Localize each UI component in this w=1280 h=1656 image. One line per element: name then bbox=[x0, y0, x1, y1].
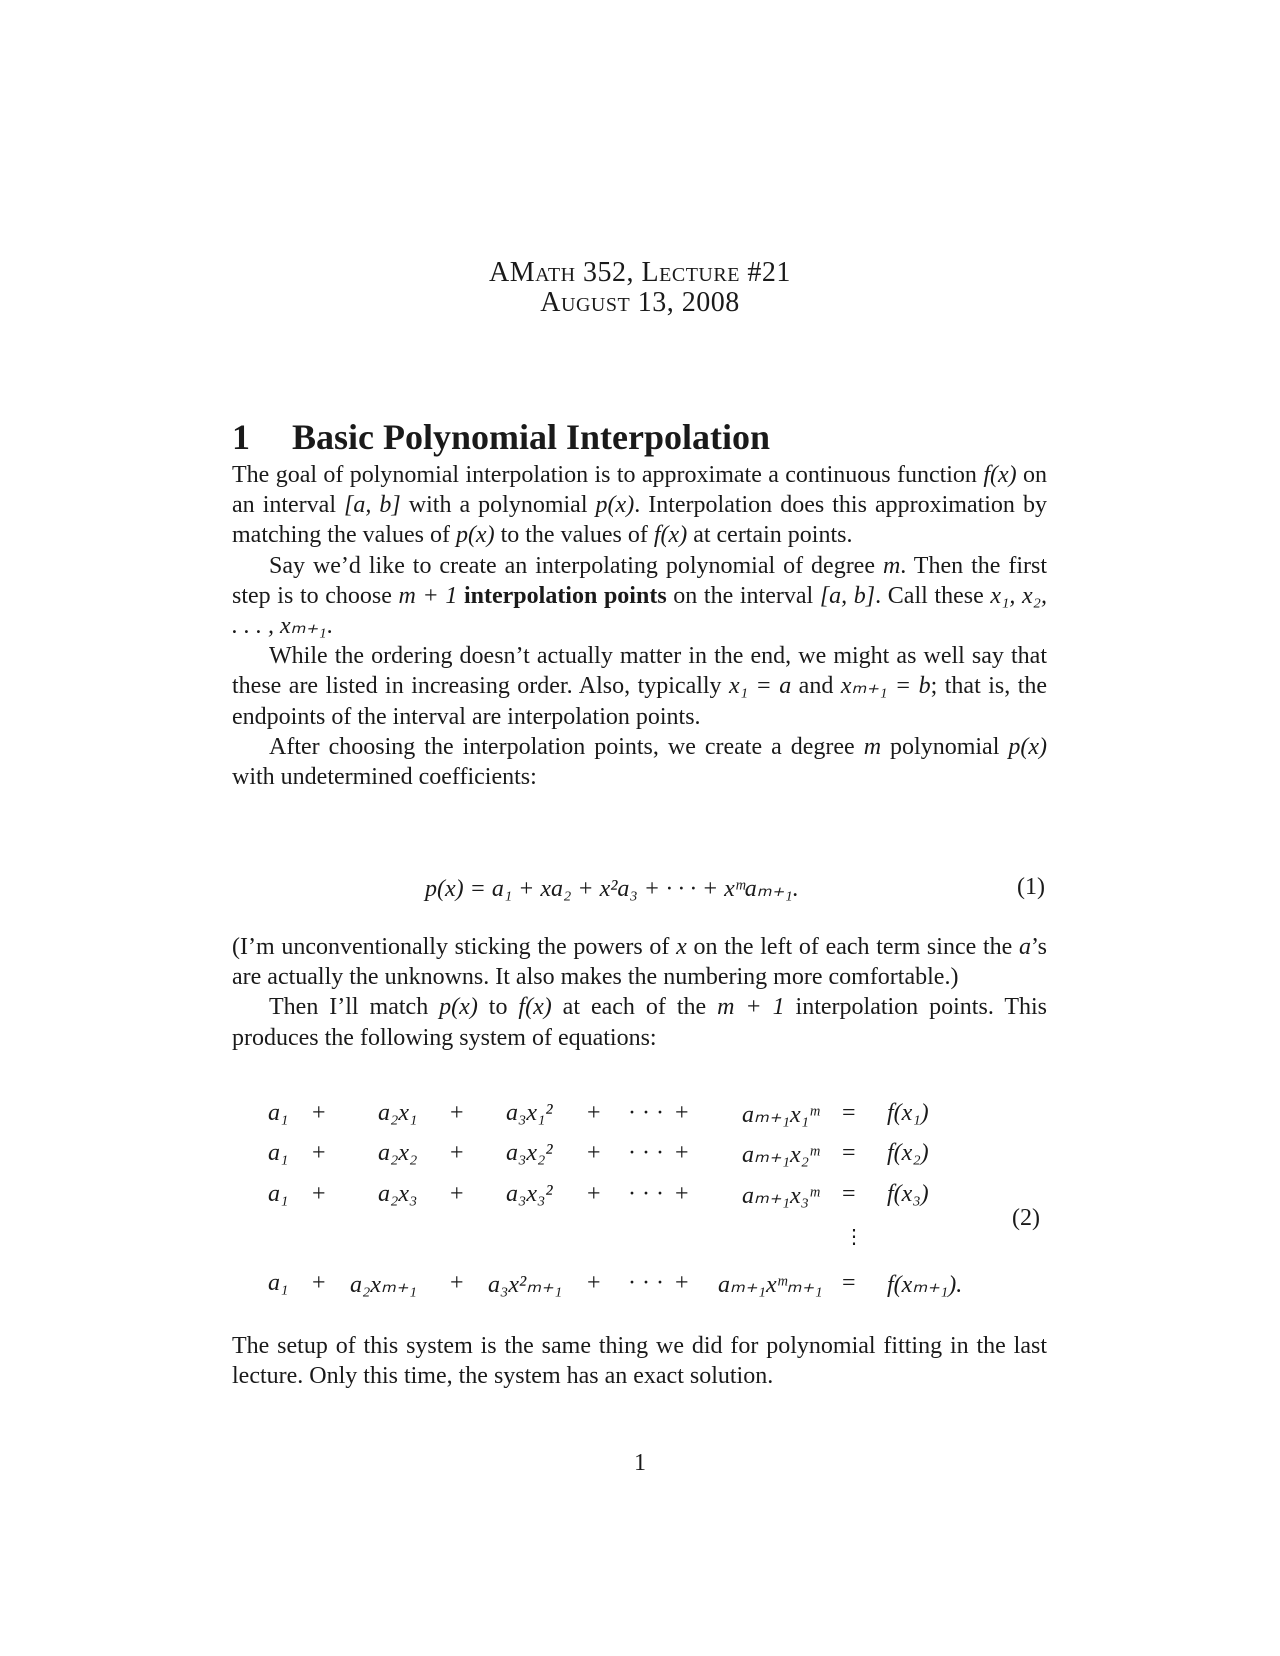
sys-r4-amx: aₘ₊₁xᵐₘ₊₁ bbox=[718, 1272, 823, 1298]
lecture-date: August 13, 2008 bbox=[540, 287, 740, 318]
paragraph-2 bbox=[232, 551, 1047, 642]
paragraph-6 bbox=[232, 992, 1047, 1052]
math-inline: a bbox=[1018, 934, 1031, 960]
paragraph-5 bbox=[232, 932, 1047, 992]
text-run: at certain points. bbox=[687, 522, 853, 549]
text-run: on an interval bbox=[232, 462, 1047, 519]
text-run: Say we’d like to create an interpolating polynomial of degree bbox=[269, 552, 883, 579]
paragraph-7: The setup of this system is the same thing we did for polynomial fitting in the last lecture. Only this time, the system has an exact solution. bbox=[232, 1333, 1047, 1390]
math-inline: x₁, x₂, . . . , xₘ₊₁ bbox=[232, 582, 1048, 640]
sys-equals: = bbox=[842, 1181, 856, 1207]
text-run: interpolation points. This produces the following system of equations: bbox=[232, 994, 1048, 1051]
sys-r3-a1: a₁ bbox=[268, 1181, 289, 1207]
lecture-header bbox=[0, 258, 1280, 318]
sys-r3-rhs: f(x₃) bbox=[887, 1181, 929, 1207]
sys-plus: + bbox=[312, 1100, 326, 1126]
math-inline: p(x) bbox=[1008, 733, 1047, 760]
math-inline: p(x) bbox=[439, 994, 478, 1021]
text-run: . Call these bbox=[875, 582, 991, 609]
sys-plus: + bbox=[675, 1181, 689, 1207]
sys-r1-amx: aₘ₊₁x₁ᵐ bbox=[742, 1102, 819, 1128]
math-inline: [a, b] bbox=[344, 492, 401, 519]
sys-equals: = bbox=[842, 1100, 856, 1126]
text-run: polynomial bbox=[881, 733, 1009, 760]
text-run: to the values of bbox=[494, 522, 654, 549]
sys-r2-a2x: a₂x₂ bbox=[378, 1140, 418, 1166]
math-inline: f(x) bbox=[518, 994, 552, 1021]
sys-r3-a3x: a₃x₃² bbox=[506, 1181, 553, 1207]
text-run: on the left of each term since the bbox=[686, 934, 1019, 960]
sys-plus: + bbox=[587, 1140, 601, 1166]
lecture-title: AMath 352, Lecture #21 bbox=[489, 257, 791, 288]
body-text-block-3 bbox=[232, 1331, 1047, 1391]
math-inline: m bbox=[863, 733, 882, 760]
sys-r4-a3x: a₃x²ₘ₊₁ bbox=[488, 1272, 563, 1298]
sys-equals: = bbox=[842, 1270, 856, 1296]
sys-r1-a3x: a₃x₁² bbox=[506, 1100, 553, 1126]
math-inline: [a, b] bbox=[819, 582, 876, 609]
section-title: Basic Polynomial Interpolation bbox=[292, 417, 771, 457]
text-run: to bbox=[477, 994, 519, 1021]
sys-vdots: ⋮ bbox=[844, 1226, 864, 1248]
text-run: . Interpolation does this approximation by matching the values of bbox=[232, 492, 1047, 549]
sys-r3-a2x: a₂x₃ bbox=[378, 1181, 418, 1207]
math-inline: p(x) bbox=[455, 522, 495, 549]
math-inline: xₘ₊₁ = b bbox=[840, 673, 931, 700]
body-text-block-1 bbox=[232, 460, 1047, 792]
text-run: After choosing the interpolation points, we create a degree bbox=[269, 733, 864, 760]
math-inline: m + 1 bbox=[398, 582, 458, 609]
sys-r4-rhs: f(xₘ₊₁). bbox=[887, 1272, 963, 1298]
math-inline: f(x) bbox=[653, 522, 688, 549]
body-text-block-2 bbox=[232, 932, 1047, 1053]
sys-equals: = bbox=[842, 1140, 856, 1166]
paragraph-1 bbox=[232, 460, 1047, 551]
sys-plus: + bbox=[450, 1181, 464, 1207]
sys-plus: + bbox=[675, 1140, 689, 1166]
section-number: 1 bbox=[232, 417, 250, 457]
sys-r2-rhs: f(x₂) bbox=[887, 1140, 929, 1166]
section-heading bbox=[232, 416, 1052, 458]
equation-1-tag: (1) bbox=[1017, 874, 1045, 900]
text-run: and bbox=[791, 673, 841, 700]
page-number: 1 bbox=[634, 1450, 646, 1476]
sys-plus: + bbox=[675, 1100, 689, 1126]
sys-plus: + bbox=[675, 1270, 689, 1296]
sys-r3-amx: aₘ₊₁x₃ᵐ bbox=[742, 1183, 819, 1209]
bold-term: interpolation points bbox=[463, 582, 667, 609]
equation-1-body: p(x) = a₁ + xa₂ + x²a₃ + · · · + xᵐaₘ₊₁. bbox=[425, 876, 799, 902]
math-inline: p(x) bbox=[595, 492, 635, 519]
text-run: ’s are actually the unknowns. It also makes the numbering more comfortable.) bbox=[232, 934, 1047, 991]
text-run: The goal of polynomial interpolation is to approximate a continuous function bbox=[232, 462, 984, 488]
sys-plus: + bbox=[450, 1100, 464, 1126]
sys-plus: + bbox=[450, 1140, 464, 1166]
sys-cdots: · · · bbox=[628, 1181, 664, 1207]
text-run: . bbox=[326, 613, 333, 640]
math-inline: m + 1 bbox=[717, 994, 785, 1021]
sys-plus: + bbox=[312, 1270, 326, 1296]
sys-plus: + bbox=[312, 1140, 326, 1166]
sys-plus: + bbox=[587, 1181, 601, 1207]
sys-plus: + bbox=[587, 1270, 601, 1296]
sys-cdots: · · · bbox=[628, 1100, 664, 1126]
text-run: . Then the first step is to choose bbox=[232, 552, 1048, 609]
sys-plus: + bbox=[450, 1270, 464, 1296]
sys-cdots: · · · bbox=[628, 1140, 664, 1166]
sys-r1-a2x: a₂x₁ bbox=[378, 1100, 418, 1126]
sys-r1-a1: a₁ bbox=[268, 1100, 289, 1126]
math-inline: f(x) bbox=[983, 462, 1017, 488]
text-run: with a polynomial bbox=[400, 492, 596, 519]
paragraph-4 bbox=[232, 732, 1047, 792]
sys-plus: + bbox=[312, 1181, 326, 1207]
sys-r1-rhs: f(x₁) bbox=[887, 1100, 929, 1126]
sys-cdots: · · · bbox=[628, 1270, 664, 1296]
text-run: on the interval bbox=[666, 582, 820, 609]
sys-r4-a2x: a₂xₘ₊₁ bbox=[350, 1272, 417, 1298]
sys-plus: + bbox=[587, 1100, 601, 1126]
equation-2-tag: (2) bbox=[1012, 1205, 1040, 1231]
math-inline: m bbox=[882, 552, 901, 579]
text-run: at each of the bbox=[551, 994, 718, 1021]
sys-r4-a1: a₁ bbox=[268, 1270, 289, 1296]
paragraph-3 bbox=[232, 641, 1047, 732]
equation-system-2 bbox=[232, 1100, 1047, 1320]
text-run: Then I’ll match bbox=[269, 994, 440, 1021]
text-run: (I’m unconventionally sticking the powers of bbox=[232, 934, 677, 960]
text-run: ; that is, the endpoints of the interval are interpolation points. bbox=[232, 673, 1048, 730]
equation-1 bbox=[232, 874, 1047, 908]
sys-r2-a3x: a₃x₂² bbox=[506, 1140, 553, 1166]
text-run: While the ordering doesn’t actually matter in the end, we might as well say that these are listed in increasing order. Also, typically bbox=[232, 643, 1047, 700]
text-run: with undetermined coefficients: bbox=[232, 764, 537, 791]
math-inline: x bbox=[676, 934, 687, 960]
sys-r2-amx: aₘ₊₁x₂ᵐ bbox=[742, 1142, 819, 1168]
sys-r2-a1: a₁ bbox=[268, 1140, 289, 1166]
math-inline: x₁ = a bbox=[729, 673, 792, 700]
